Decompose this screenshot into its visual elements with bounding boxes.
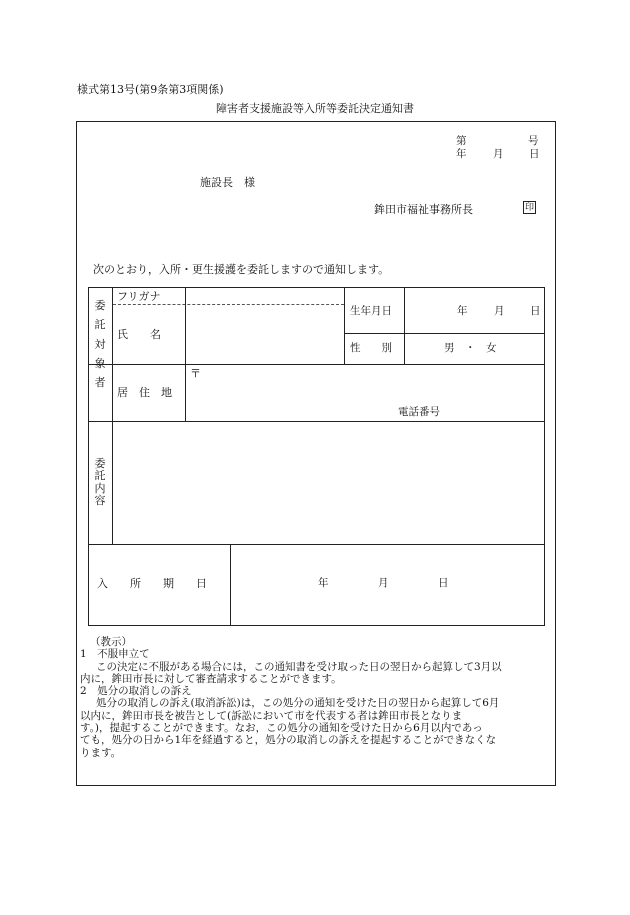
- name-label: 氏 名: [117, 328, 161, 341]
- line-label-col: [185, 288, 186, 421]
- form-number: 様式第13号(第9条第3項関係): [77, 83, 224, 96]
- notes-item2-line1: 処分の取消しの訴え(取消訴訟)は，この処分の通知を受けた日の翌日から起算して6月: [96, 697, 500, 710]
- line-admission-col: [230, 544, 231, 625]
- date-day: 日: [529, 148, 540, 160]
- subject-label: 委託対象者: [94, 299, 106, 389]
- postal-mark: 〒: [190, 367, 201, 380]
- notes-item1-title: 1 不服申立て: [80, 648, 150, 661]
- line-content-admission: [89, 544, 544, 545]
- phone-label: 電話番号: [398, 406, 440, 418]
- intro-text: 次のとおり，入所・更生援護を委託しますので通知します。: [93, 263, 390, 276]
- issuer-name: 鉾田市福祉事務所長: [374, 203, 473, 216]
- notes-heading: （教示）: [90, 636, 132, 648]
- admission-label: 入 所 期 日: [97, 577, 207, 590]
- line-subject-col: [112, 288, 113, 544]
- notes-item2-line5: ります。: [80, 746, 122, 759]
- furigana-label: フリガナ: [117, 290, 161, 303]
- notes-item1-line2: 内に，鉾田市長に対して審査請求することができます。: [80, 672, 342, 685]
- notes-item1-line1: この決定に不服がある場合には，この通知書を受け取った日の翌日から起算して3月以: [96, 660, 502, 673]
- gender-label: 性 別: [350, 342, 392, 354]
- line-address-content: [89, 421, 544, 422]
- notes-item2-title: 2 処分の取消しの訴え: [80, 685, 192, 698]
- date-year: 年: [456, 148, 467, 160]
- content-label: 委託内容: [94, 457, 106, 507]
- admission-month: 月: [378, 577, 389, 589]
- line-birth-label-col: [404, 288, 405, 364]
- document-title: 障害者支援施設等入所等委託決定通知書: [216, 102, 414, 115]
- line-name-address: [89, 364, 544, 365]
- gender-value: 男 ・ 女: [444, 342, 497, 354]
- notes-item2-line2: 以内に，鉾田市長を被告として(訴訟において市を代表する者は鉾田市長となりま: [80, 709, 463, 722]
- furigana-dash-line: [113, 304, 344, 305]
- address-label: 居 住 地: [117, 386, 172, 399]
- line-birth-gender: [345, 333, 544, 334]
- line-name-value-col: [344, 288, 345, 364]
- doc-number-go: 号: [528, 135, 539, 147]
- date-month: 月: [493, 148, 504, 160]
- birthdate-label: 生年月日: [350, 305, 392, 317]
- birthdate-year: 年: [457, 305, 468, 317]
- notes-item2-line3: す。)，提起することができます。なお，この処分の通知を受けた日から6月以内であっ: [80, 722, 483, 735]
- instruction-notes: [80, 636, 550, 759]
- seal-stamp: 印: [524, 203, 534, 213]
- birthdate-month: 月: [494, 305, 505, 317]
- admission-year: 年: [318, 577, 329, 589]
- birthdate-day: 日: [530, 305, 541, 317]
- notes-item2-line4: ても，処分の日から1年を経過すると，処分の取消しの訴えを提起することができなくな: [80, 734, 497, 747]
- doc-number-dai: 第: [456, 135, 467, 147]
- addressee: 施設長 様: [200, 176, 255, 189]
- admission-day: 日: [438, 577, 449, 589]
